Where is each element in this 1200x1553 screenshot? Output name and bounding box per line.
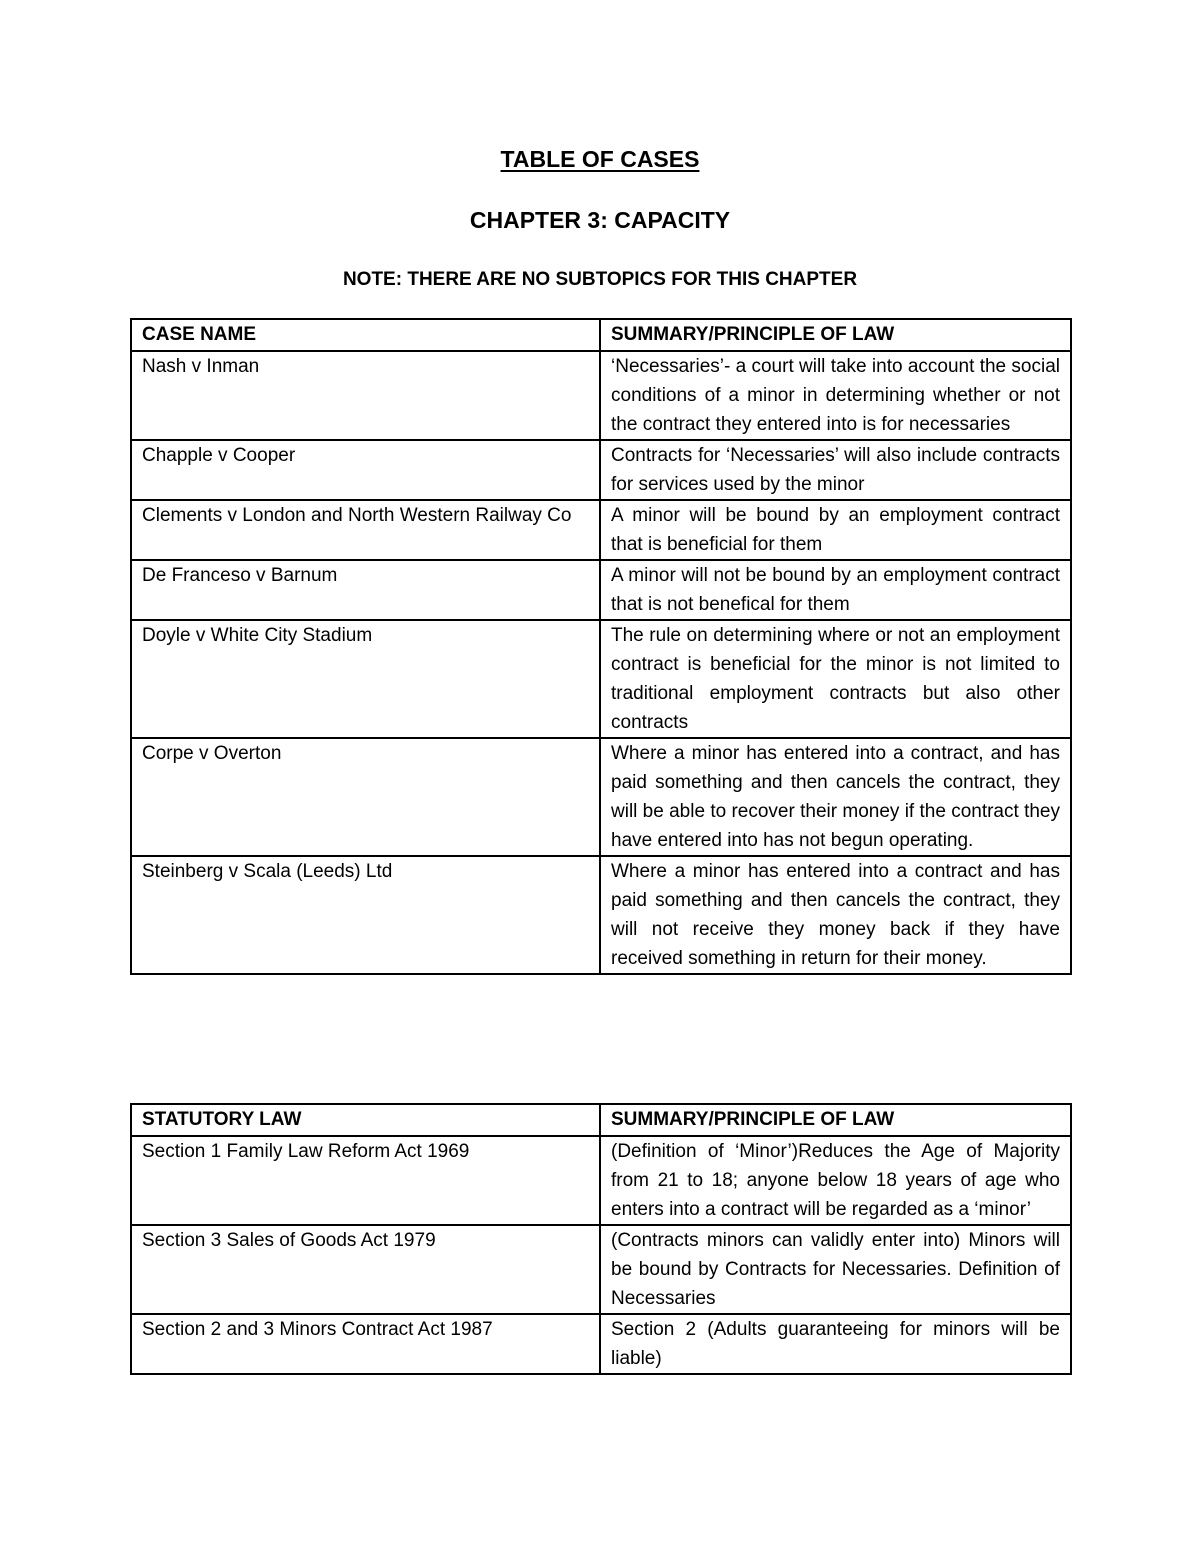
table-row — [131, 856, 1071, 974]
case-name-cell: Chapple v Cooper — [131, 440, 600, 500]
table-row — [131, 440, 1071, 500]
statute-name-cell: Section 1 Family Law Reform Act 1969 — [131, 1136, 600, 1225]
table-row — [131, 1314, 1071, 1374]
case-name-header: CASE NAME — [131, 319, 600, 351]
case-name-cell: Corpe v Overton — [131, 738, 600, 856]
statute-summary-header: SUMMARY/PRINCIPLE OF LAW — [600, 1104, 1071, 1136]
table-row — [131, 1225, 1071, 1314]
case-summary-header: SUMMARY/PRINCIPLE OF LAW — [600, 319, 1071, 351]
statute-name-cell: Section 3 Sales of Goods Act 1979 — [131, 1225, 600, 1314]
statute-summary-cell: (Definition of ‘Minor’)Reduces the Age of Majority from 21 to 18; anyone below 18 years of age who enters into a contract will be regarded as a ‘minor’ — [600, 1136, 1071, 1225]
table-row — [131, 560, 1071, 620]
table-row — [131, 351, 1071, 440]
case-summary-cell: A minor will not be bound by an employment contract that is not benefical for them — [600, 560, 1071, 620]
case-name-cell: Nash v Inman — [131, 351, 600, 440]
statutes-table-header-row — [131, 1104, 1071, 1136]
case-summary-cell: A minor will be bound by an employment contract that is beneficial for them — [600, 500, 1071, 560]
case-summary-cell: Where a minor has entered into a contract and has paid something and then cancels the contract, they will not receive they money back if they have received something in return for their money. — [600, 856, 1071, 974]
chapter-note: NOTE: THERE ARE NO SUBTOPICS FOR THIS CHAPTER — [342, 269, 858, 290]
table-row — [131, 620, 1071, 738]
case-name-cell: De Franceso v Barnum — [131, 560, 600, 620]
statute-summary-cell: (Contracts minors can validly enter into) Minors will be bound by Contracts for Necessaries. Definition of Necessaries — [600, 1225, 1071, 1314]
table-row — [131, 500, 1071, 560]
case-name-cell: Doyle v White City Stadium — [131, 620, 600, 738]
chapter-heading: CHAPTER 3: CAPACITY — [469, 207, 731, 233]
cases-table — [130, 318, 1072, 975]
table-row — [131, 1136, 1071, 1225]
case-name-cell: Steinberg v Scala (Leeds) Ltd — [131, 856, 600, 974]
case-summary-cell: The rule on determining where or not an employment contract is beneficial for the minor is not limited to traditional employment contracts but also other contracts — [600, 620, 1071, 738]
table-row — [131, 738, 1071, 856]
case-summary-cell: Contracts for ‘Necessaries’ will also include contracts for services used by the minor — [600, 440, 1071, 500]
case-summary-cell: Where a minor has entered into a contract, and has paid something and then cancels the contract, they will be able to recover their money if the contract they have entered into has not begun operating. — [600, 738, 1071, 856]
statutory-law-header: STATUTORY LAW — [131, 1104, 600, 1136]
statute-summary-cell: Section 2 (Adults guaranteeing for minors will be liable) — [600, 1314, 1071, 1374]
cases-table-header-row — [131, 319, 1071, 351]
document-title: TABLE OF CASES — [500, 146, 700, 172]
case-name-cell: Clements v London and North Western Railway Co — [131, 500, 600, 560]
statute-name-cell: Section 2 and 3 Minors Contract Act 1987 — [131, 1314, 600, 1374]
statutes-table — [130, 1103, 1072, 1375]
case-summary-cell: ‘Necessaries’- a court will take into account the social conditions of a minor in determining whether or not the contract they entered into is for necessaries — [600, 351, 1071, 440]
